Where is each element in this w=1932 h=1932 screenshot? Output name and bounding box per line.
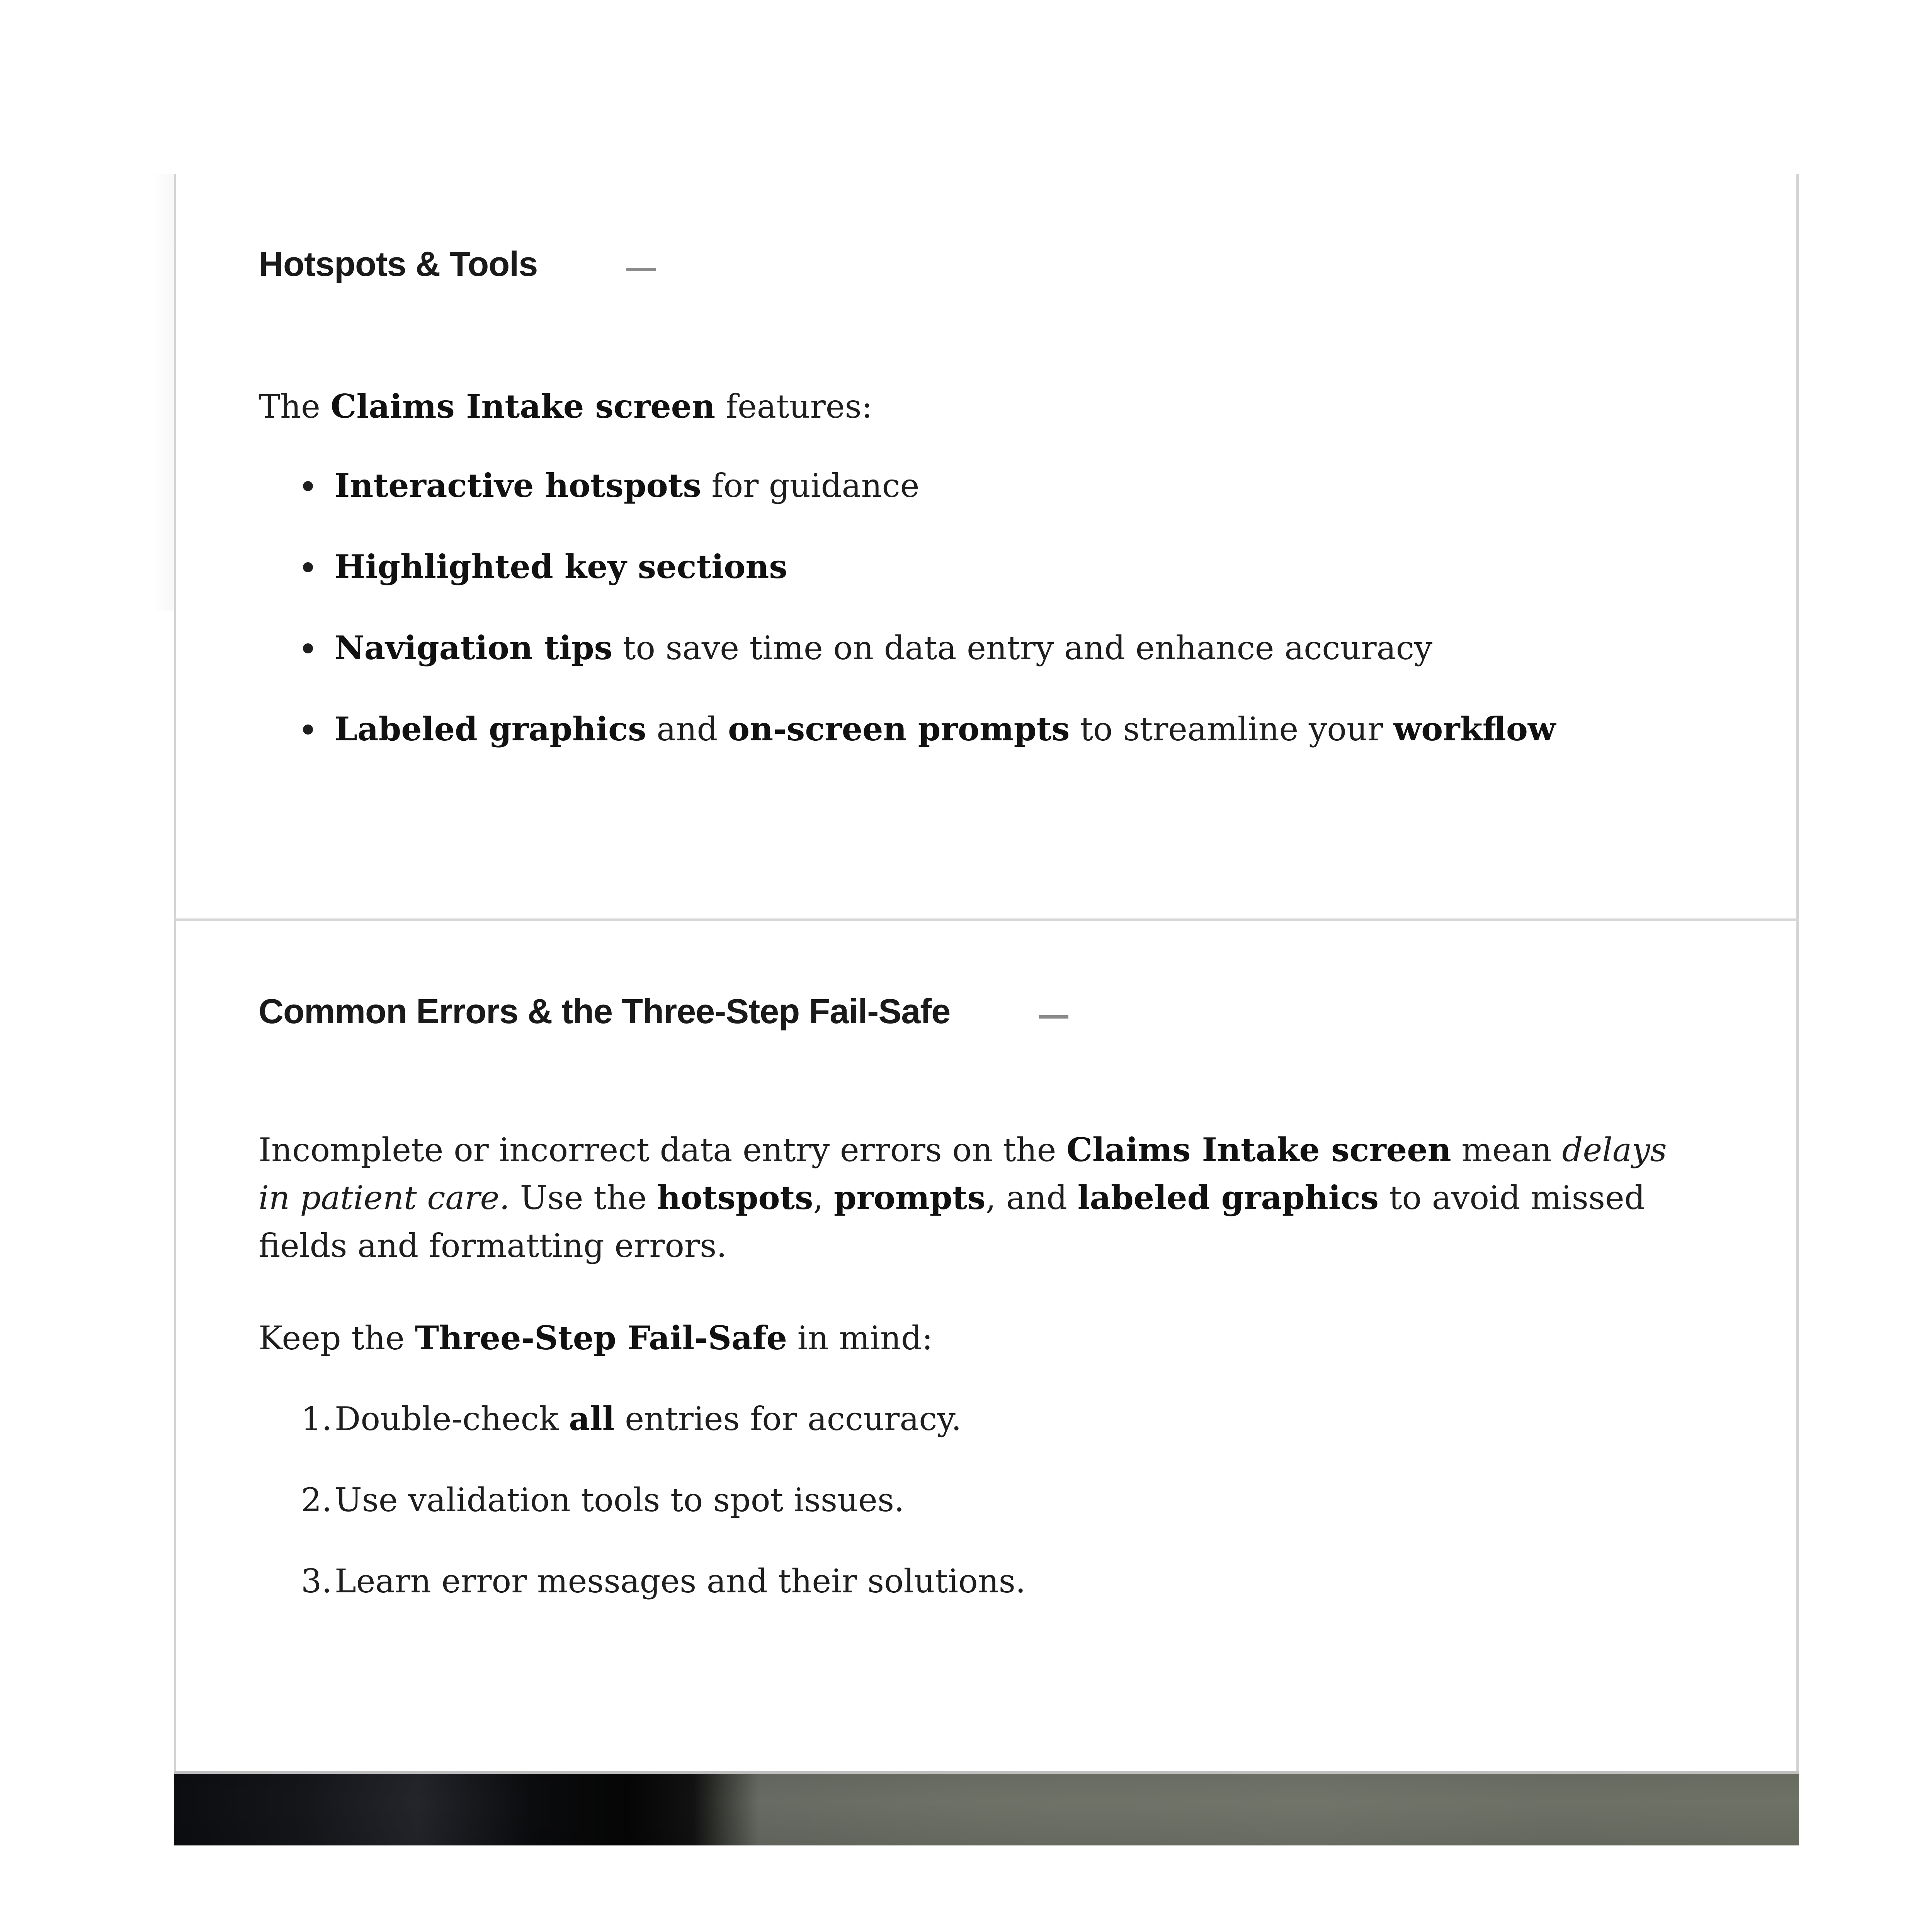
minus-icon (1039, 1015, 1068, 1019)
bold-text: Three-Step Fail-Safe (415, 1319, 787, 1357)
step-number: 2. (301, 1481, 332, 1519)
page-edge-shadow (153, 174, 176, 611)
bold-text: Interactive hotspots (335, 466, 701, 505)
list-item (259, 1395, 1026, 1443)
collapse-button[interactable] (626, 253, 656, 276)
list-item (259, 624, 1556, 672)
bullet-icon (303, 724, 313, 735)
section-common-errors (176, 921, 1796, 1771)
list-item (259, 543, 1556, 591)
bold-text: Labeled graphics (335, 710, 646, 748)
bullet-icon (303, 562, 313, 572)
text: Keep the (259, 1319, 415, 1357)
text: entries for accuracy. (614, 1400, 962, 1438)
italic-text: delays in patient care. (259, 1131, 1667, 1217)
text: in mind: (787, 1319, 933, 1357)
section-divider (174, 918, 1799, 921)
text: to streamline your (1070, 710, 1393, 748)
failsafe-intro (259, 1314, 1688, 1362)
bullet-icon (303, 643, 313, 653)
text: , and (985, 1179, 1078, 1217)
text: to save time on data entry and enhance accuracy (612, 629, 1433, 667)
failsafe-steps-list (259, 1395, 1026, 1638)
text: and (646, 710, 728, 748)
text: , (813, 1179, 834, 1217)
bold-text: Claims Intake screen (330, 387, 716, 425)
features-list (259, 462, 1556, 786)
list-item (259, 1476, 1026, 1524)
minus-icon (626, 268, 656, 271)
text: to avoid missed fields and formatting errors. (259, 1179, 1645, 1265)
photo-banner (174, 1774, 1799, 1845)
section-bottom-border (174, 1771, 1799, 1774)
bullet-icon (303, 481, 313, 491)
list-item (259, 1557, 1026, 1605)
bold-text: all (569, 1400, 615, 1438)
text: Learn error messages and their solutions. (335, 1562, 1026, 1600)
section-header (259, 991, 1068, 1032)
section-title: Hotspots & Tools (259, 245, 538, 284)
bold-text: workflow (1393, 710, 1556, 748)
step-number: 1. (301, 1400, 332, 1438)
bold-text: labeled graphics (1077, 1179, 1379, 1217)
errors-paragraph (259, 1126, 1688, 1270)
list-item (259, 462, 1556, 510)
text: Use validation tools to spot issues. (335, 1481, 905, 1519)
intro-paragraph (259, 383, 1688, 430)
bold-text: Navigation tips (335, 629, 612, 667)
step-number: 3. (301, 1562, 332, 1600)
bold-text: Claims Intake screen (1066, 1131, 1451, 1169)
text: Use the (510, 1179, 657, 1217)
bold-text: on-screen prompts (728, 710, 1070, 748)
text: Double-check (335, 1400, 569, 1438)
text: mean (1451, 1131, 1562, 1169)
bold-text: hotspots (657, 1179, 813, 1217)
text: for guidance (701, 467, 920, 505)
section-header (259, 243, 656, 285)
text: features: (715, 388, 872, 425)
photo-shading (174, 1774, 1799, 1845)
text: The (259, 388, 331, 425)
list-item (259, 705, 1556, 753)
bold-text: Highlighted key sections (335, 548, 787, 586)
text: Incomplete or incorrect data entry errors on the (259, 1131, 1067, 1169)
section-hotspots-tools (176, 174, 1796, 920)
section-title: Common Errors & the Three-Step Fail-Safe (259, 992, 951, 1031)
bold-text: prompts (833, 1179, 986, 1217)
collapse-button[interactable] (1039, 1000, 1068, 1023)
